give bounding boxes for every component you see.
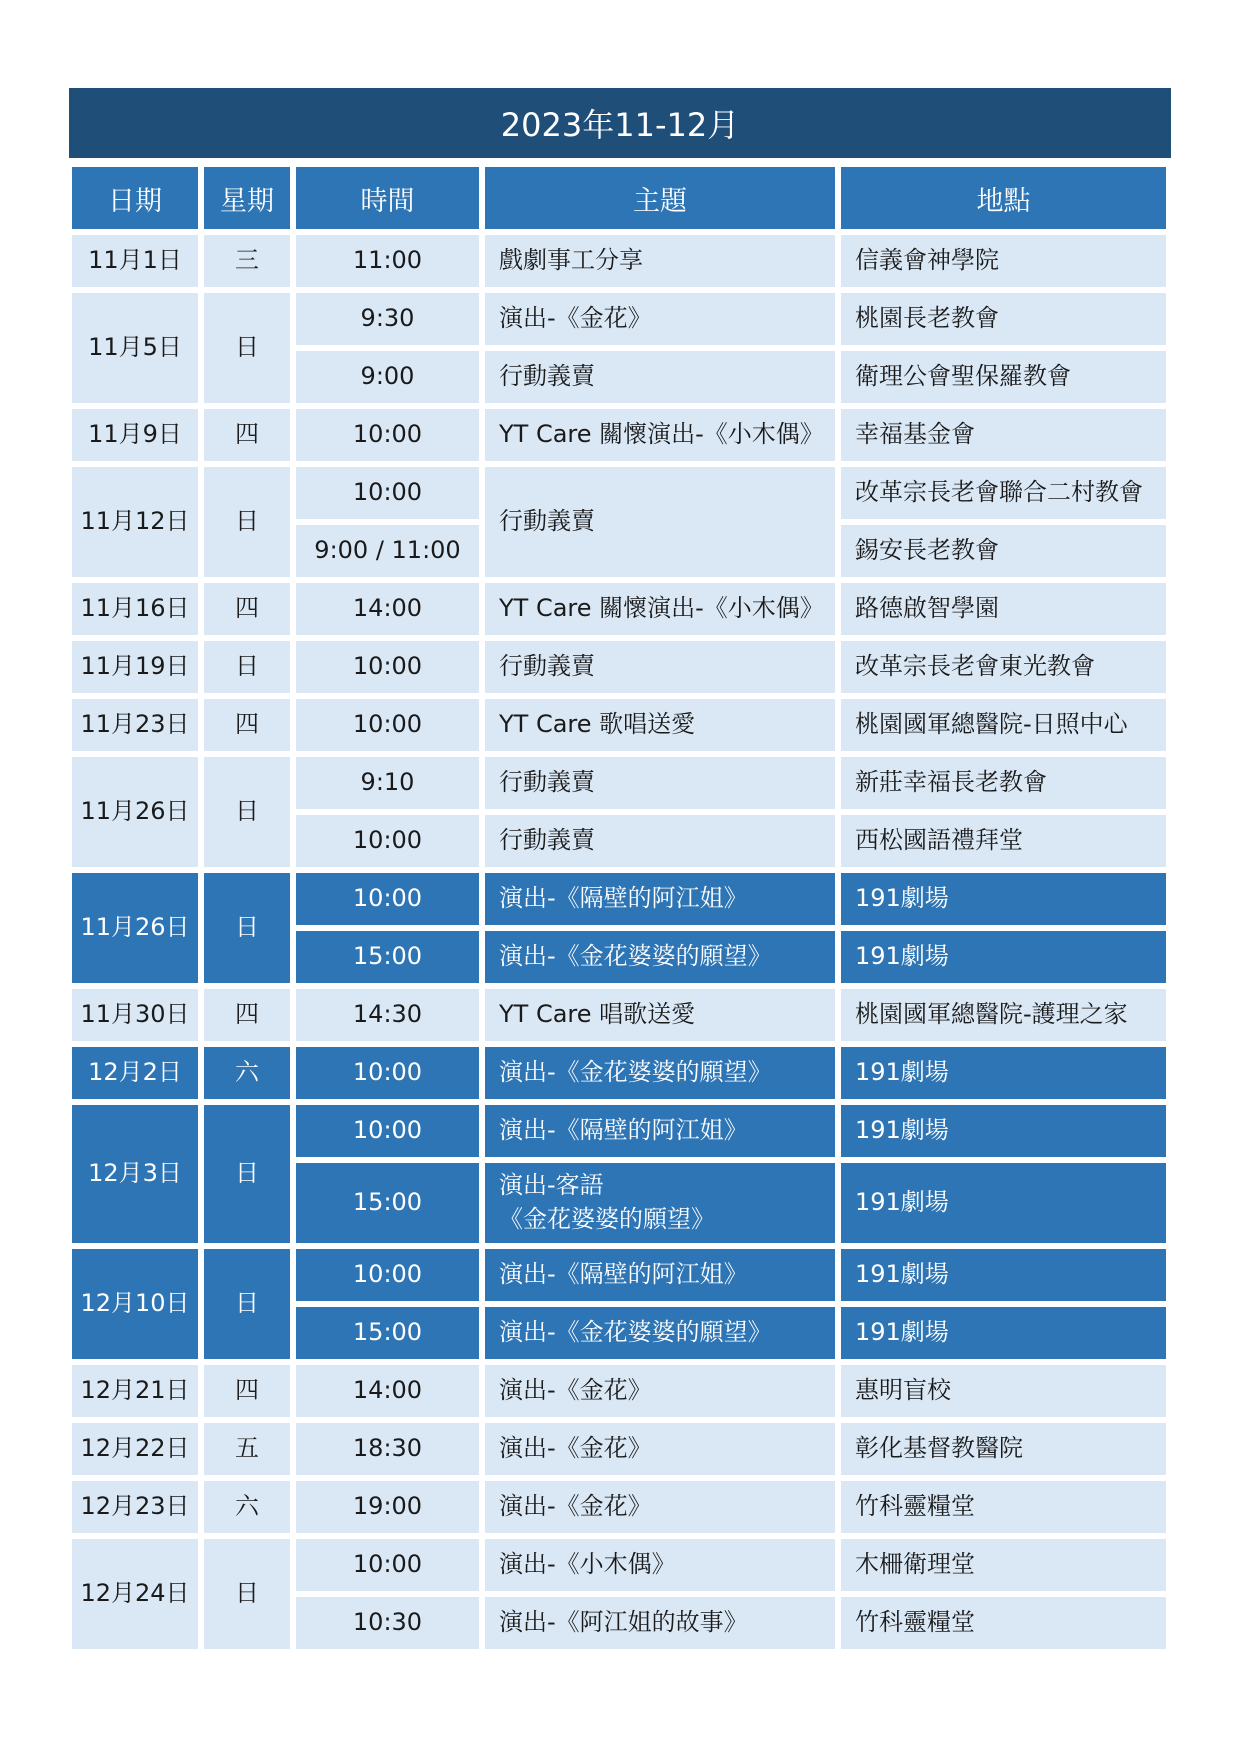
time-cell: 14:00 [296, 583, 479, 635]
header-date: 日期 [72, 167, 198, 229]
subject-cell: 戲劇事工分享 [485, 235, 835, 287]
header-time: 時間 [296, 167, 479, 229]
subject-cell: 演出-《隔壁的阿江姐》 [485, 873, 835, 925]
time-cell: 10:00 [296, 409, 479, 461]
subject-cell: 演出-《隔壁的阿江姐》 [485, 1249, 835, 1301]
time-cell: 14:30 [296, 989, 479, 1041]
subject-cell: 演出-《小木偶》 [485, 1539, 835, 1591]
table-row-highlighted [72, 873, 1166, 925]
weekday-cell: 六 [204, 1047, 290, 1099]
header-subject: 主題 [485, 167, 835, 229]
weekday-cell: 日 [204, 757, 290, 867]
time-cell: 10:00 [296, 815, 479, 867]
location-cell: 錫安長老教會 [841, 525, 1166, 577]
time-cell: 9:30 [296, 293, 479, 345]
subject-cell: 演出-《金花》 [485, 1481, 835, 1533]
date-cell: 11月9日 [72, 409, 198, 461]
location-cell: 桃園國軍總醫院-護理之家 [841, 989, 1166, 1041]
time-cell: 10:00 [296, 641, 479, 693]
location-cell: 桃園長老教會 [841, 293, 1166, 345]
subject-cell: YT Care 關懷演出-《小木偶》 [485, 409, 835, 461]
location-cell: 竹科靈糧堂 [841, 1481, 1166, 1533]
table-row [72, 1365, 1166, 1417]
time-cell: 18:30 [296, 1423, 479, 1475]
location-cell: 彰化基督教醫院 [841, 1423, 1166, 1475]
table-row [72, 409, 1166, 461]
location-cell: 幸福基金會 [841, 409, 1166, 461]
table-row [72, 235, 1166, 287]
subject-cell: 行動義賣 [485, 815, 835, 867]
weekday-cell: 四 [204, 989, 290, 1041]
location-cell: 191劇場 [841, 1249, 1166, 1301]
time-cell: 10:00 [296, 467, 479, 519]
time-cell: 10:30 [296, 1597, 479, 1649]
date-cell: 12月24日 [72, 1539, 198, 1649]
subject-cell: 演出-《金花》 [485, 1423, 835, 1475]
subject-cell: 演出-《金花婆婆的願望》 [485, 931, 835, 983]
weekday-cell: 日 [204, 1539, 290, 1649]
header-location: 地點 [841, 167, 1166, 229]
subject-cell: 演出-《阿江姐的故事》 [485, 1597, 835, 1649]
location-cell: 191劇場 [841, 873, 1166, 925]
time-cell: 10:00 [296, 1047, 479, 1099]
weekday-cell: 四 [204, 699, 290, 751]
table-row [72, 293, 1166, 345]
location-cell: 191劇場 [841, 1307, 1166, 1359]
location-cell: 191劇場 [841, 931, 1166, 983]
weekday-cell: 五 [204, 1423, 290, 1475]
table-row [72, 989, 1166, 1041]
subject-line-2: 《金花婆婆的願望》 [499, 1205, 715, 1233]
time-cell: 10:00 [296, 1249, 479, 1301]
location-cell: 竹科靈糧堂 [841, 1597, 1166, 1649]
date-cell: 11月26日 [72, 873, 198, 983]
location-cell: 路德啟智學園 [841, 583, 1166, 635]
location-cell: 惠明盲校 [841, 1365, 1166, 1417]
header-row [72, 167, 1166, 229]
weekday-cell: 日 [204, 873, 290, 983]
subject-cell: 行動義賣 [485, 641, 835, 693]
date-cell: 11月5日 [72, 293, 198, 403]
subject-cell: YT Care 關懷演出-《小木偶》 [485, 583, 835, 635]
time-cell: 19:00 [296, 1481, 479, 1533]
date-cell: 12月22日 [72, 1423, 198, 1475]
date-cell: 11月19日 [72, 641, 198, 693]
time-cell: 10:00 [296, 699, 479, 751]
date-cell: 12月3日 [72, 1105, 198, 1243]
table-row [72, 1481, 1166, 1533]
subject-cell: 演出-《金花》 [485, 1365, 835, 1417]
time-cell: 15:00 [296, 931, 479, 983]
schedule-table [66, 161, 1172, 1655]
date-cell: 12月23日 [72, 1481, 198, 1533]
date-cell: 12月21日 [72, 1365, 198, 1417]
date-cell: 12月2日 [72, 1047, 198, 1099]
table-row [72, 583, 1166, 635]
subject-cell: 行動義賣 [485, 467, 835, 577]
subject-cell: 演出-《金花》 [485, 293, 835, 345]
location-cell: 桃園國軍總醫院-日照中心 [841, 699, 1166, 751]
date-cell: 11月26日 [72, 757, 198, 867]
table-row-highlighted [72, 1047, 1166, 1099]
subject-cell: 行動義賣 [485, 757, 835, 809]
time-cell: 9:00 / 11:00 [296, 525, 479, 577]
page-title: 2023年11-12月 [69, 88, 1171, 158]
location-cell: 西松國語禮拜堂 [841, 815, 1166, 867]
table-row [72, 1423, 1166, 1475]
time-cell: 9:10 [296, 757, 479, 809]
header-weekday: 星期 [204, 167, 290, 229]
weekday-cell: 六 [204, 1481, 290, 1533]
weekday-cell: 日 [204, 1105, 290, 1243]
weekday-cell: 日 [204, 641, 290, 693]
time-cell: 15:00 [296, 1307, 479, 1359]
subject-cell: 演出-《金花婆婆的願望》 [485, 1307, 835, 1359]
date-cell: 12月10日 [72, 1249, 198, 1359]
subject-cell: YT Care 歌唱送愛 [485, 699, 835, 751]
subject-cell: 演出-《隔壁的阿江姐》 [485, 1105, 835, 1157]
date-cell: 11月16日 [72, 583, 198, 635]
weekday-cell: 日 [204, 467, 290, 577]
weekday-cell: 三 [204, 235, 290, 287]
time-cell: 10:00 [296, 1105, 479, 1157]
table-row-highlighted [72, 1249, 1166, 1301]
time-cell: 11:00 [296, 235, 479, 287]
subject-cell: 行動義賣 [485, 351, 835, 403]
table-row [72, 1539, 1166, 1591]
location-cell: 新莊幸福長老教會 [841, 757, 1166, 809]
table-row-highlighted [72, 1105, 1166, 1157]
subject-cell: YT Care 唱歌送愛 [485, 989, 835, 1041]
subject-line-1: 演出-客語 [499, 1171, 604, 1200]
time-cell: 14:00 [296, 1365, 479, 1417]
location-cell: 衛理公會聖保羅教會 [841, 351, 1166, 403]
location-cell: 木柵衛理堂 [841, 1539, 1166, 1591]
table-row [72, 699, 1166, 751]
weekday-cell: 四 [204, 583, 290, 635]
time-cell: 9:00 [296, 351, 479, 403]
table-row [72, 757, 1166, 809]
subject-cell: 演出-《金花婆婆的願望》 [485, 1047, 835, 1099]
location-cell: 改革宗長老會聯合二村教會 [841, 467, 1166, 519]
location-cell: 信義會神學院 [841, 235, 1166, 287]
location-cell: 191劇場 [841, 1105, 1166, 1157]
subject-cell [485, 1163, 835, 1243]
table-row [72, 467, 1166, 519]
time-cell: 15:00 [296, 1163, 479, 1243]
location-cell: 191劇場 [841, 1047, 1166, 1099]
date-cell: 11月23日 [72, 699, 198, 751]
date-cell: 11月30日 [72, 989, 198, 1041]
time-cell: 10:00 [296, 873, 479, 925]
table-row [72, 641, 1166, 693]
weekday-cell: 四 [204, 409, 290, 461]
location-cell: 改革宗長老會東光教會 [841, 641, 1166, 693]
weekday-cell: 日 [204, 1249, 290, 1359]
date-cell: 11月1日 [72, 235, 198, 287]
time-cell: 10:00 [296, 1539, 479, 1591]
date-cell: 11月12日 [72, 467, 198, 577]
weekday-cell: 四 [204, 1365, 290, 1417]
weekday-cell: 日 [204, 293, 290, 403]
location-cell: 191劇場 [841, 1163, 1166, 1243]
